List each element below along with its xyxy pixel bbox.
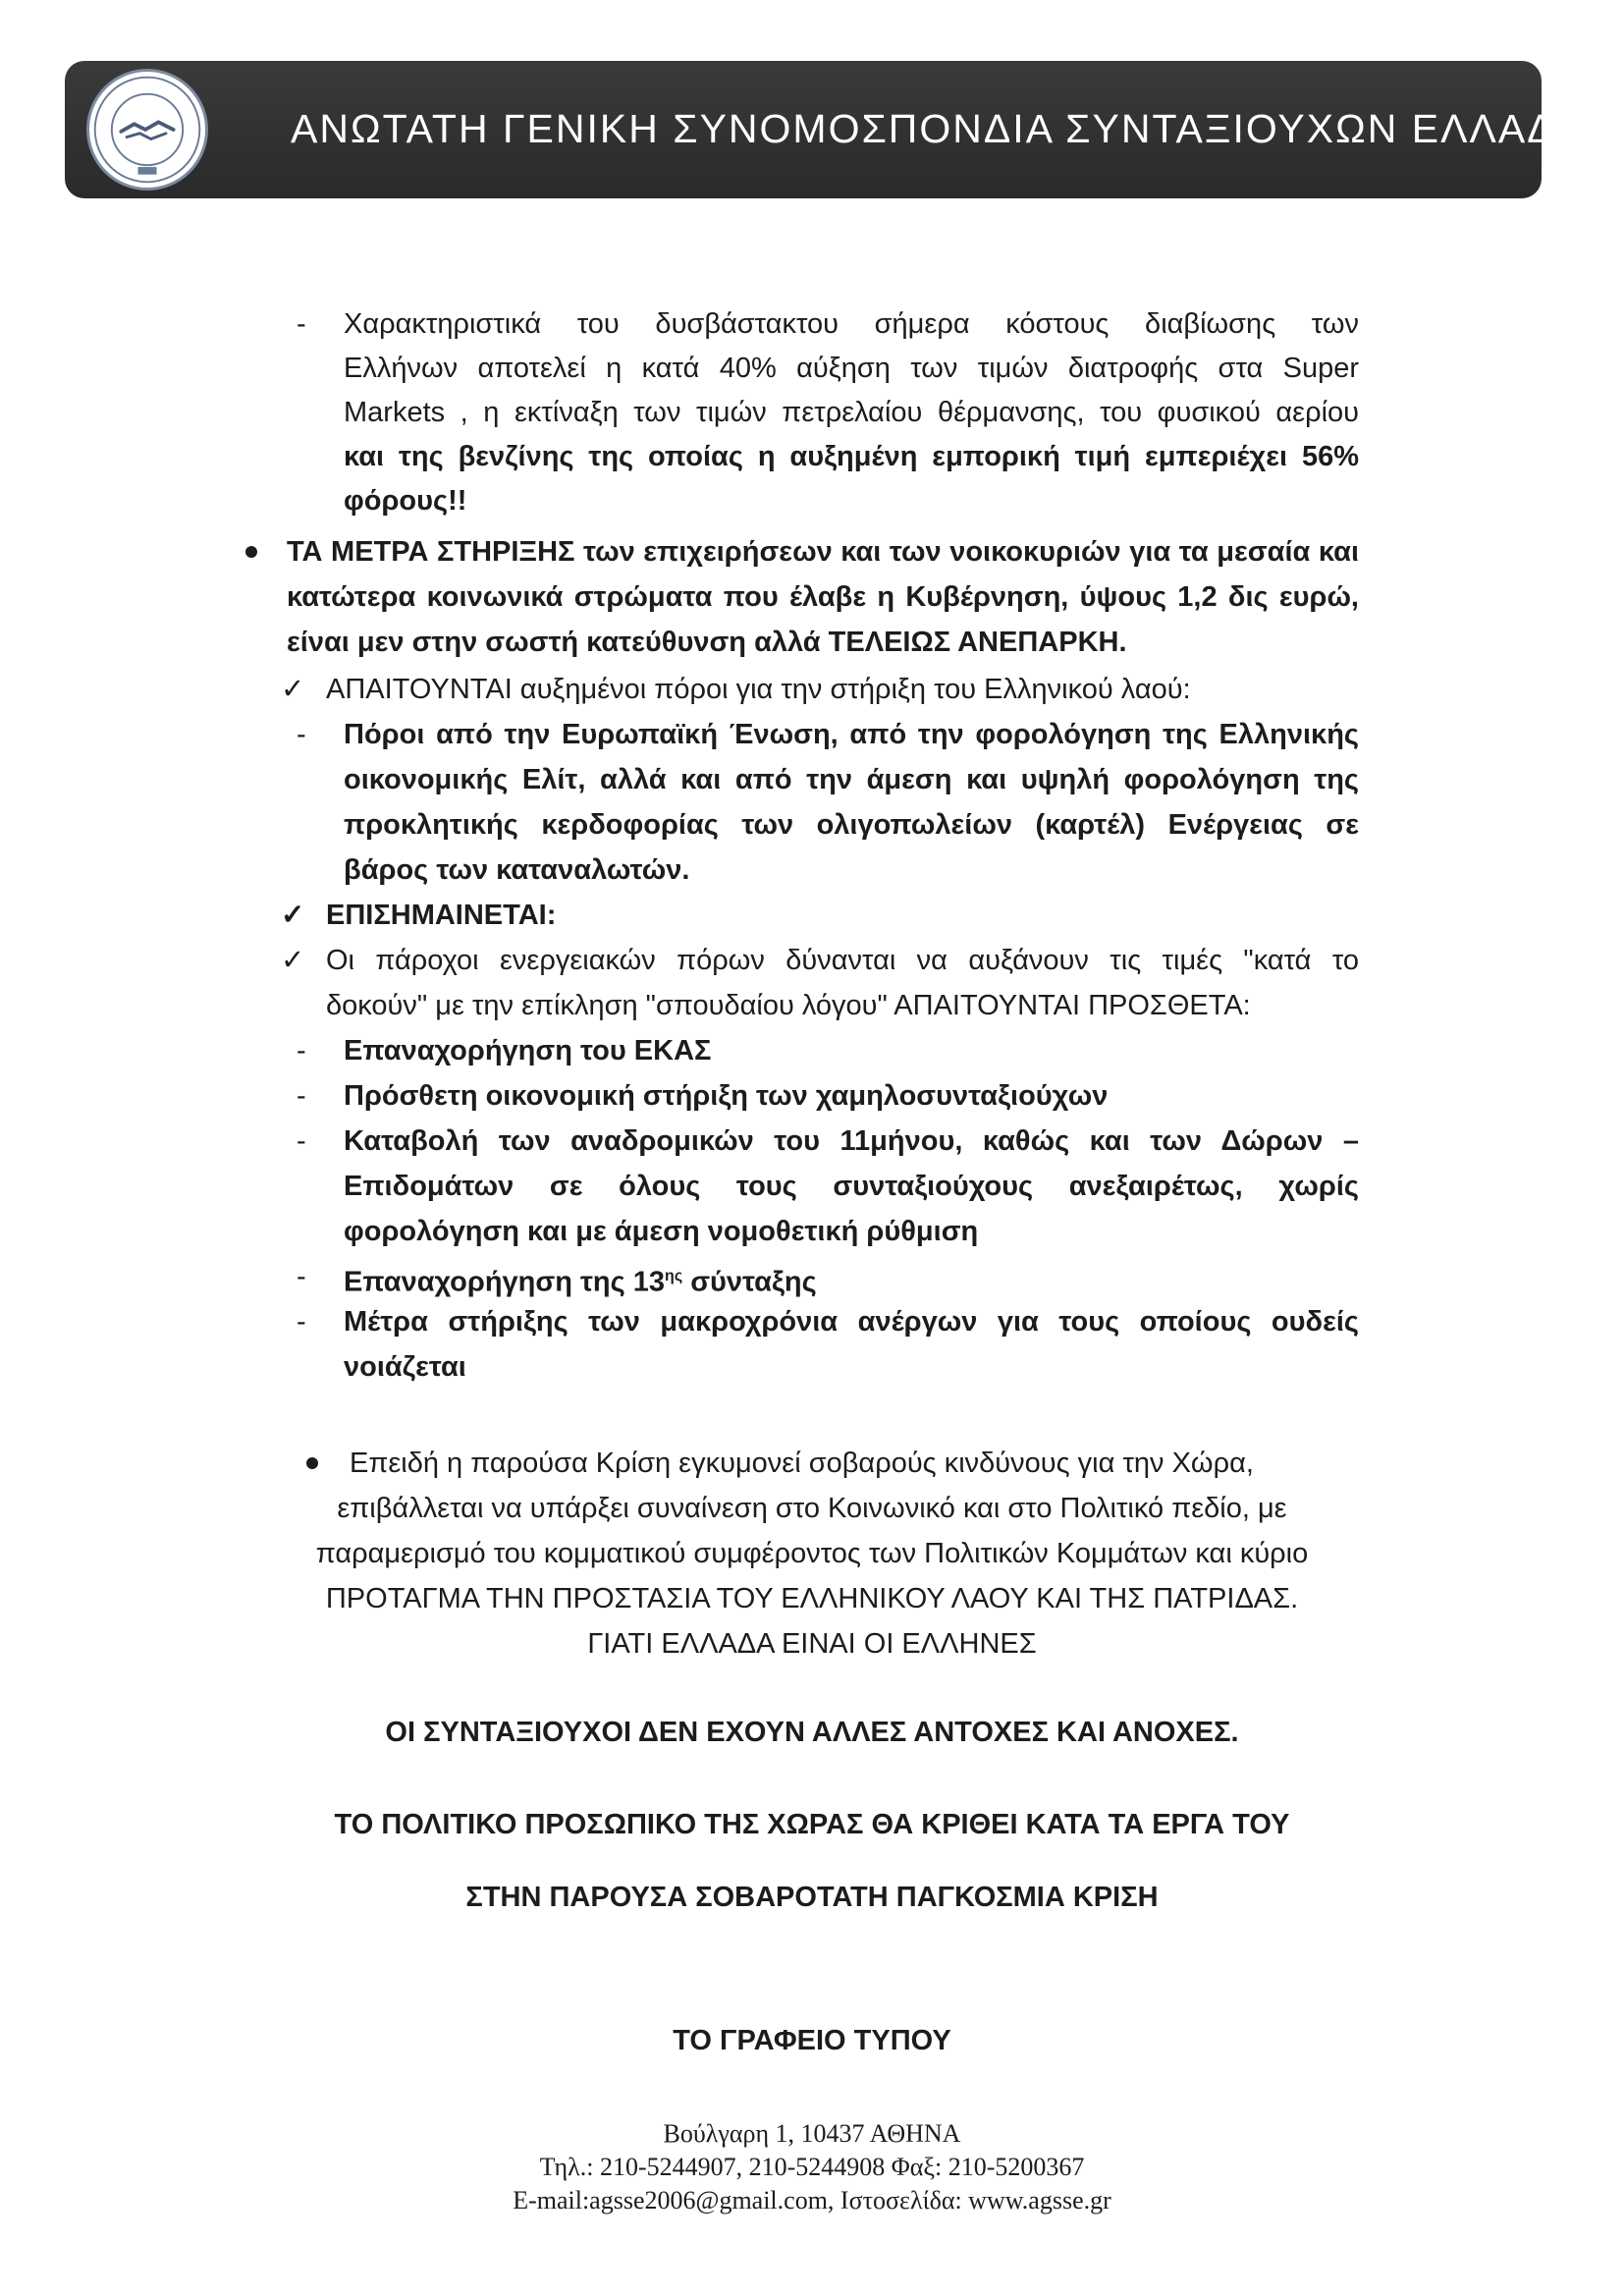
handshake-seal-icon [89, 72, 205, 188]
dash-bullet: - [297, 308, 306, 340]
check1-text: ΑΠΑΙΤΟΥΝΤΑΙ αυξημένοι πόροι για την στήριξη του Ελληνικού λαού: [326, 674, 1191, 705]
footer-phones: Τηλ.: 210-5244907, 210-5244908 Φαξ: 210-5200367 [539, 2153, 1085, 2181]
p3-line: βάρος των καταναλωτών. [344, 854, 690, 886]
p4-line: παραμερισμό του κομματικού συμφέροντος των Πολιτικών Κομμάτων και κύριο [315, 1538, 1309, 1569]
dash-bullet: - [297, 1125, 306, 1157]
dash-bullet: - [297, 1080, 306, 1112]
checkmark-icon: ✓ [281, 900, 305, 931]
p4-line: Επειδή η παρούσα Κρίση εγκυμονεί σοβαρούς κινδύνους για την Χώρα, [350, 1448, 1254, 1479]
check2-text: ΕΠΙΣΗΜΑΙΝΕΤΑΙ: [326, 900, 557, 931]
p4-line: ΠΡΟΤΑΓΜΑ ΤΗΝ ΠΡΟΣΤΑΣΙΑ ΤΟΥ ΕΛΛΗΝΙΚΟΥ ΛΑΟΥ ΚΑΙ ΤΗΣ ΠΑΤΡΙΔΑΣ. [325, 1583, 1299, 1614]
footer-address: Βούλγαρη 1, 10437 ΑΘΗΝΑ [663, 2119, 961, 2148]
demand-item-line: φορολόγηση και με άμεση νομοθετική ρύθμιση [344, 1216, 979, 1247]
dash-bullet: - [297, 1261, 306, 1292]
dash-bullet: - [297, 1035, 306, 1066]
p1-line: Markets , η εκτίναξη των τιμών πετρελαίου θέρμανσης, του φυσικού αερίου [344, 397, 1359, 428]
p1-line: και της βενζίνης της οποίας η αυξημένη εμπορική τιμή εμπεριέχει 56% [344, 441, 1359, 472]
p3-line: προκλητικής κερδοφορίας των ολιγοπωλείων (καρτέλ) Ενέργειας σε [344, 809, 1359, 841]
checkmark-icon: ✓ [281, 674, 305, 705]
demand-item-line: νοιάζεται [344, 1351, 466, 1383]
organization-title: ΑΝΩΤΑΤΗ ΓΕΝΙΚΗ ΣΥΝΟΜΟΣΠΟΝΔΙΑ ΣΥΝΤΑΞΙΟΥΧΩΝ ΕΛΛΑΔΟΣ [291, 106, 1616, 151]
statement-crisis: ΣΤΗΝ ΠΑΡΟΥΣΑ ΣΟΒΑΡΟΤΑΤΗ ΠΑΓΚΟΣΜΙΑ ΚΡΙΣΗ [465, 1882, 1159, 1913]
p1-line: Χαρακτηριστικά του δυσβάστακτου σήμερα κόστους διαβίωσης των [344, 308, 1359, 340]
p4-line: επιβάλλεται να υπάρξει συναίνεση στο Κοινωνικό και στο Πολιτικό πεδίο, με [337, 1493, 1287, 1524]
demand-item-line: Μέτρα στήριξης των μακροχρόνια ανέργων για τους οποίους ουδείς [344, 1306, 1359, 1338]
p1-line: Ελλήνων αποτελεί η κατά 40% αύξηση των τιμών διατροφής στα Super [344, 353, 1359, 384]
press-office-signature: ΤΟ ΓΡΑΦΕΙΟ ΤΥΠΟΥ [673, 2025, 951, 2056]
demand-item: Επαναχορήγηση του ΕΚΑΣ [344, 1035, 712, 1066]
p2-line: ΤΑ ΜΕΤΡΑ ΣΤΗΡΙΞΗΣ των επιχειρήσεων και των νοικοκυριών για τα μεσαία και [287, 536, 1359, 568]
p4-line: ΓΙΑΤΙ ΕΛΛΑΔΑ ΕΙΝΑΙ ΟΙ ΕΛΛΗΝΕΣ [587, 1628, 1037, 1660]
p3-line: οικονομικής Ελίτ, αλλά και από την άμεση και υψηλή φορολόγηση της [344, 764, 1359, 795]
statement-political: ΤΟ ΠΟΛΙΤΙΚΟ ΠΡΟΣΩΠΙΚΟ ΤΗΣ ΧΩΡΑΣ ΘΑ ΚΡΙΘΕΙ ΚΑΤΑ ΤΑ ΕΡΓΑ ΤΟΥ [334, 1809, 1290, 1840]
bullet-dot [245, 546, 257, 558]
demand-item: Πρόσθετη οικονομική στήριξη των χαμηλοσυνταξιούχων [344, 1080, 1109, 1112]
bullet-dot [306, 1457, 318, 1469]
checkmark-icon: ✓ [281, 945, 305, 976]
demand-item: Επαναχορήγηση της $13^{\eta\varsigma}$ σύνταξης [344, 1266, 817, 1298]
p3-line: Πόροι από την Ευρωπαϊκή Ένωση, από την φορολόγηση της Ελληνικής [344, 719, 1359, 750]
demand-item-line: Επιδομάτων σε όλους τους συνταξιούχους ανεξαιρέτως, χωρίς [344, 1171, 1359, 1202]
p2-line: κατώτερα κοινωνικά στρώματα που έλαβε η Κυβέρνηση, ύψους 1,2 δις ευρώ, [287, 581, 1359, 613]
dash-bullet: - [297, 719, 306, 750]
check3-line: Οι πάροχοι ενεργειακών πόρων δύνανται να αυξάνουν τις τιμές "κατά το [326, 945, 1359, 976]
demand-item-line: Καταβολή των αναδρομικών του 11μήνου, καθώς και των Δώρων – [344, 1125, 1359, 1157]
check3-line: δοκούν" με την επίκληση "σπουδαίου λόγου" ΑΠΑΙΤΟΥΝΤΑΙ ΠΡΟΣΘΕΤΑ: [326, 990, 1251, 1021]
p1-line: φόρους!! [344, 485, 467, 517]
p2-line: είναι μεν στην σωστή κατεύθυνση αλλά ΤΕΛΕΙΩΣ ΑΝΕΠΑΡΚΗ. [287, 627, 1127, 658]
organization-logo [86, 69, 208, 191]
footer-contact: E-mail:agsse2006@gmail.com, Ιστοσελίδα: www.agsse.gr [513, 2186, 1111, 2214]
dash-bullet: - [297, 1306, 306, 1338]
statement-pensioners: ΟΙ ΣΥΝΤΑΞΙΟΥΧΟΙ ΔΕΝ ΕΧΟΥΝ ΑΛΛΕΣ ΑΝΤΟΧΕΣ ΚΑΙ ΑΝΟΧΕΣ. [385, 1717, 1239, 1748]
